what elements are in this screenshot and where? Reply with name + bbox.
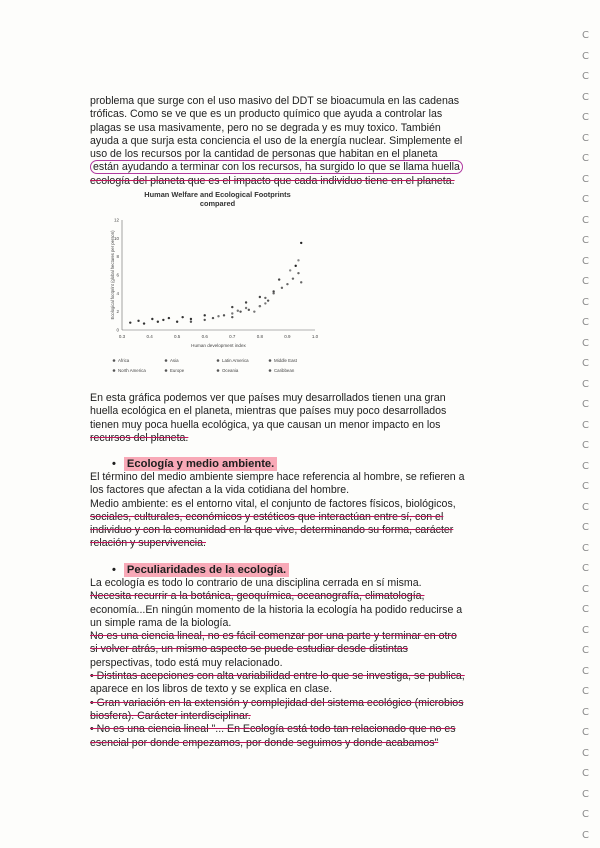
text-line: uso de los recursos por la cantidad de personas que habitan en el planeta: [90, 148, 438, 161]
ring-mark-icon: C: [582, 583, 589, 595]
legend-entry: Asia: [170, 358, 179, 363]
text-line: si volver atrás, un mismo aspecto se puede estudiar desde distintas: [90, 643, 408, 656]
data-point: [190, 318, 192, 320]
ring-mark-icon: C: [582, 624, 589, 636]
chart-comment-paragraph: [90, 392, 502, 445]
intro-paragraph: [90, 95, 502, 188]
text-line: recursos del planeta.: [90, 431, 189, 444]
ring-mark-icon: C: [582, 419, 589, 431]
legend-entry: Caribbean: [274, 368, 295, 373]
legend-marker: [165, 359, 168, 362]
ring-mark-icon: C: [582, 747, 589, 759]
ring-mark-icon: C: [582, 132, 589, 144]
y-tick-label: 8: [116, 254, 119, 260]
ring-mark-icon: C: [582, 522, 589, 533]
legend-entry: Africa: [118, 358, 130, 363]
data-point: [217, 315, 219, 317]
text-line: La ecología es todo lo contrario de una disciplina cerrada en sí misma.: [90, 577, 422, 589]
data-point: [272, 292, 274, 294]
medio-ambiente-paragraph: [90, 471, 502, 551]
text-line: relación y supervivencia.: [90, 537, 206, 550]
ring-mark-icon: C: [582, 440, 589, 451]
ring-mark-icon: C: [582, 358, 589, 369]
data-point: [190, 321, 192, 323]
text-line: plagas se usa masivamente, pero no se degrada y es muy toxico. También: [90, 121, 441, 134]
ring-mark-icon: C: [582, 727, 589, 738]
data-point: [286, 283, 288, 285]
data-point: [212, 317, 214, 319]
data-point: [231, 316, 233, 318]
ring-mark-icon: C: [582, 112, 589, 123]
ring-mark-icon: C: [582, 563, 589, 574]
data-point: [143, 322, 145, 324]
peculiaridades-paragraph: [90, 577, 502, 750]
text-line: huella ecológica en el planeta, mientras que países muy poco desarrollados: [90, 405, 447, 418]
legend-entry: North America: [118, 368, 146, 373]
text-line: aparece en los libros de texto y se explica en clase.: [90, 683, 333, 696]
chart-title: Human Welfare and Ecological Footprints: [144, 190, 291, 199]
x-tick-label: 1.0: [311, 334, 319, 339]
data-point: [259, 296, 261, 298]
y-tick-label: 0: [116, 327, 119, 333]
text-line: los factores que afectan a la vida cotidiana del hombre.: [90, 484, 350, 497]
data-point: [297, 259, 299, 261]
x-tick-label: 0.7: [229, 334, 236, 339]
ring-mark-icon: C: [582, 604, 589, 615]
ring-mark-icon: C: [582, 317, 589, 328]
legend-marker: [269, 359, 272, 362]
text-line: problema que surge con el uso masivo del DDT se bioacumula en las cadenas: [90, 95, 460, 107]
ring-mark-icon: C: [582, 665, 589, 677]
ring-mark-icon: C: [582, 153, 589, 164]
data-point: [264, 302, 266, 304]
y-tick-label: 6: [116, 272, 119, 278]
heading-peculiaridades: • Peculiaridades de la ecología.: [112, 564, 289, 576]
ring-mark-icon: C: [582, 337, 589, 349]
data-point: [162, 319, 164, 321]
data-point: [245, 301, 247, 303]
ring-mark-icon: C: [582, 235, 589, 246]
data-point: [231, 312, 233, 314]
legend-marker: [165, 369, 168, 372]
chart-subtitle: compared: [199, 199, 236, 208]
text-line: El término del medio ambiente siempre hace referencia al hombre, se refieren a: [90, 471, 465, 483]
data-point: [253, 310, 255, 312]
data-point: [264, 297, 266, 299]
y-tick-label: 10: [113, 235, 119, 241]
data-point: [204, 314, 206, 316]
x-tick-label: 0.5: [174, 334, 181, 339]
data-point: [281, 287, 283, 289]
x-tick-label: 0.4: [146, 334, 153, 339]
ring-mark-icon: C: [582, 296, 589, 308]
data-point: [181, 316, 183, 318]
ring-mark-icon: C: [582, 255, 589, 267]
ring-mark-icon: C: [582, 378, 589, 390]
y-tick-label: 12: [113, 217, 119, 223]
legend-entry: Middle East: [274, 358, 297, 363]
text-line: Medio ambiente: es el entorno vital, el conjunto de factores físicos, biológicos,: [90, 497, 456, 510]
text-line: Necesita recurrir a la botánica, geoquímica, oceanografía, climatología,: [90, 590, 425, 603]
legend-marker: [269, 369, 272, 372]
text-line: economía...En ningún momento de la historia la ecología ha podido reducirse a: [90, 603, 463, 616]
data-point: [223, 314, 225, 316]
ring-mark-icon: C: [582, 501, 589, 513]
data-point: [289, 269, 291, 271]
ring-mark-icon: C: [582, 399, 589, 410]
data-point: [297, 272, 299, 274]
heading-ecologia-medio-ambiente: • Ecología y medio ambiente.: [112, 458, 277, 470]
data-point: [292, 277, 294, 279]
footprint-chart: [110, 190, 325, 390]
data-point: [157, 321, 159, 323]
legend-marker: [217, 369, 220, 372]
x-axis-label: Human development index: [191, 343, 246, 348]
text-line: esencial por donde empezamos, por donde seguimos y donde acabamos": [90, 736, 439, 749]
x-tick-label: 0.9: [284, 334, 291, 339]
y-tick-label: 2: [116, 309, 119, 315]
data-point: [151, 318, 153, 320]
data-point: [129, 321, 131, 323]
ring-mark-icon: C: [582, 706, 589, 718]
text-line: En esta gráfica podemos ver que países muy desarrollados tienen una gran: [90, 392, 446, 404]
ring-mark-icon: C: [582, 542, 589, 554]
ring-mark-icon: C: [582, 91, 589, 103]
legend-entry: Latin America: [222, 358, 249, 363]
legend-marker: [113, 359, 116, 362]
text-line: un simple rama de la biología.: [90, 616, 232, 629]
data-point: [231, 306, 233, 308]
text-line: ecología del planeta que es el impacto que cada individuo tiene en el planeta.: [90, 174, 455, 187]
text-line: perspectivas, todo está muy relacionado.: [90, 656, 283, 669]
data-point: [259, 305, 261, 307]
data-point: [176, 321, 178, 323]
text-line: tienen muy poca huella ecológica, ya que causan un menor impacto en los: [90, 418, 441, 431]
text-line: ayuda a que surja esta conciencia el uso de la energía nuclear. Simplemente el: [90, 134, 463, 147]
y-tick-label: 4: [116, 290, 119, 296]
x-tick-label: 0.8: [256, 334, 263, 339]
x-tick-label: 0.3: [118, 334, 126, 339]
data-point: [248, 309, 250, 311]
y-axis-label: Ecological footprint (global hectares per person): [110, 230, 115, 320]
ring-mark-icon: C: [582, 194, 589, 205]
ring-mark-icon: C: [582, 30, 589, 41]
text-line: No es una ciencia lineal, no es fácil comenzar por una parte y terminar en otro: [90, 630, 457, 643]
data-point: [168, 317, 170, 319]
ring-mark-icon: C: [582, 276, 589, 287]
data-point: [237, 310, 239, 312]
chart-svg: [110, 190, 325, 390]
legend-marker: [217, 359, 220, 362]
data-point: [300, 281, 302, 283]
data-point: [278, 278, 280, 280]
text-line: biosfera). Carácter interdisciplinar.: [90, 709, 251, 722]
text-line: tróficas. Como se ve que es un producto químico que ayuda a controlar las: [90, 108, 443, 121]
ring-mark-icon: C: [582, 481, 589, 492]
ring-mark-icon: C: [582, 829, 589, 841]
data-point: [295, 265, 297, 267]
ring-mark-icon: C: [582, 71, 589, 82]
text-line: • No es una ciencia lineal "... En Ecología está todo tan relacionado que no es: [90, 723, 456, 736]
ring-mark-icon: C: [582, 809, 589, 820]
text-line: están ayudando a terminar con los recursos, ha surgido lo que se llama huella: [90, 161, 502, 174]
data-point: [239, 310, 241, 312]
x-tick-label: 0.6: [201, 334, 208, 339]
data-point: [300, 242, 302, 244]
bullet-icon: •: [112, 564, 116, 576]
data-point: [137, 320, 139, 322]
data-point: [245, 307, 247, 309]
ring-mark-icon: C: [582, 460, 589, 472]
ring-mark-icon: C: [582, 788, 589, 800]
ring-mark-icon: C: [582, 173, 589, 185]
data-point: [267, 299, 269, 301]
ring-mark-icon: C: [582, 214, 589, 226]
text-line: • Gran variación en la extensión y complejidad del sistema ecológico (microbios: [90, 696, 464, 709]
text-line: sociales, culturales, económicos y estéticos que interactúan entre sí, con el: [90, 510, 444, 523]
ring-mark-icon: C: [582, 768, 589, 779]
legend-marker: [113, 369, 116, 372]
legend-entry: Europe: [170, 368, 185, 373]
bullet-icon: •: [112, 458, 116, 470]
ring-mark-icon: C: [582, 686, 589, 697]
text-line: individuo y con la comunidad en la que vive, determinando su forma, carácter: [90, 524, 454, 537]
ring-mark-icon: C: [582, 645, 589, 656]
data-point: [204, 319, 206, 321]
text-line: • Distintas acepciones con alta variabilidad entre lo que se investiga, se publica,: [90, 670, 465, 683]
legend-entry: Oceania: [222, 368, 239, 373]
ring-mark-icon: C: [582, 50, 589, 62]
